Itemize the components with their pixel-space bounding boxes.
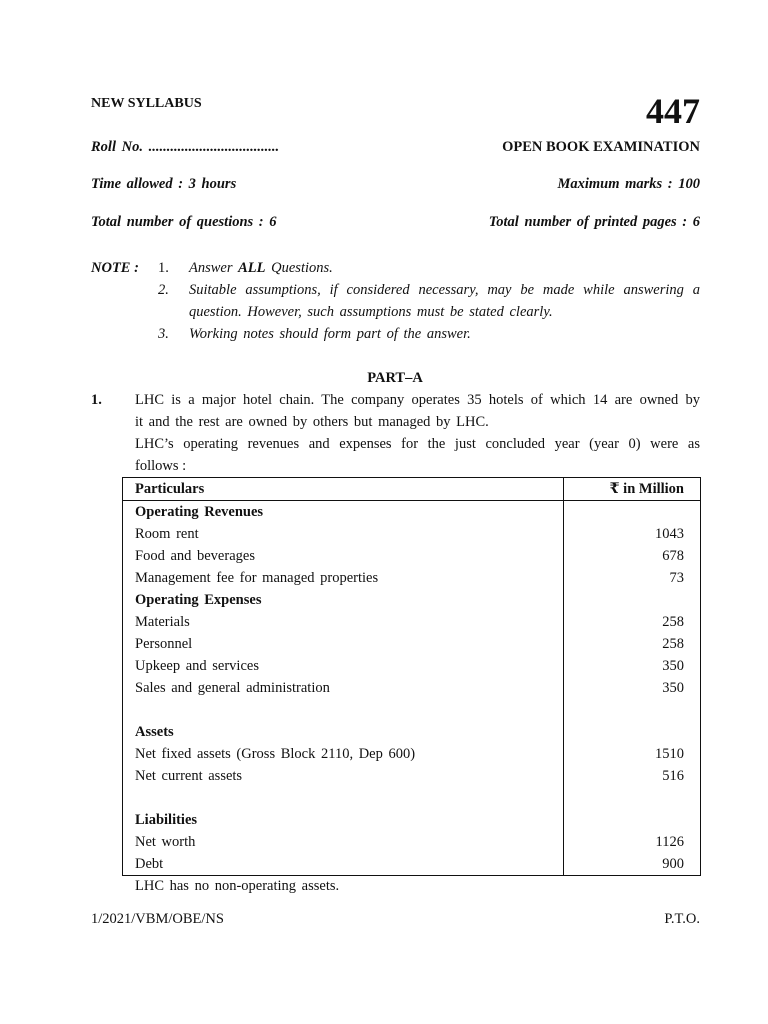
particulars-cell: Personnel: [123, 633, 564, 655]
question-text-line: LHC has no non-operating assets.: [135, 878, 340, 894]
footer-reference: 1/2021/VBM/OBE/NS: [91, 911, 224, 927]
table-row: [123, 765, 701, 787]
amount-cell: [564, 699, 701, 721]
table-row: [123, 677, 701, 699]
section-heading: Operating Expenses: [123, 589, 564, 611]
table-row-spacer: [123, 787, 701, 809]
note-item-number: 2.: [158, 282, 169, 298]
table-row: [123, 655, 701, 677]
particulars-cell: Management fee for managed properties: [123, 567, 564, 589]
section-heading: Assets: [123, 721, 564, 743]
particulars-cell: Upkeep and services: [123, 655, 564, 677]
particulars-cell: Sales and general administration: [123, 677, 564, 699]
section-heading: Operating Revenues: [123, 501, 564, 524]
amount-cell: 1043: [564, 523, 701, 545]
amount-cell: 258: [564, 633, 701, 655]
maximum-marks: Maximum marks : 100: [557, 176, 700, 192]
table-row: [123, 611, 701, 633]
question-text-line: LHC’s operating revenues and expenses for the just concluded year (year 0) were as: [135, 436, 700, 452]
table-header-row: [123, 478, 701, 501]
amount-cell: [564, 721, 701, 743]
note-label: NOTE :: [91, 260, 139, 276]
column-header-particulars: Particulars: [123, 478, 564, 501]
table-row: [123, 523, 701, 545]
amount-cell: 516: [564, 765, 701, 787]
table-row: [123, 721, 701, 743]
note-item-1: Answer ALL Questions.: [189, 260, 333, 276]
particulars-cell: Net fixed assets (Gross Block 2110, Dep 600): [123, 743, 564, 765]
section-heading: Liabilities: [123, 809, 564, 831]
time-allowed: Time allowed : 3 hours: [91, 176, 237, 192]
total-questions: Total number of questions : 6: [91, 214, 277, 230]
particulars-cell: Materials: [123, 611, 564, 633]
note-item-number: 3.: [158, 326, 169, 342]
exam-type: OPEN BOOK EXAMINATION: [502, 139, 700, 155]
table-row: [123, 809, 701, 831]
table-row: [123, 545, 701, 567]
note-item-number: 1.: [158, 260, 169, 276]
table-row: [123, 743, 701, 765]
table-row: [123, 501, 701, 524]
table-row: [123, 567, 701, 589]
column-header-amount: ₹ in Million: [564, 478, 701, 501]
amount-cell: [564, 787, 701, 809]
amount-cell: 1510: [564, 743, 701, 765]
amount-cell: 350: [564, 677, 701, 699]
amount-cell: 678: [564, 545, 701, 567]
particulars-cell: [123, 699, 564, 721]
part-title: PART–A: [367, 370, 423, 386]
total-pages: Total number of printed pages : 6: [488, 214, 700, 230]
paper-code: 447: [646, 91, 700, 131]
question-text-line: LHC is a major hotel chain. The company operates 35 hotels of which 14 are owned by: [135, 392, 700, 408]
particulars-cell: Net worth: [123, 831, 564, 853]
amount-cell: 258: [564, 611, 701, 633]
table-row: [123, 831, 701, 853]
question-text-line: follows :: [135, 458, 187, 474]
note-item-2-line2: question. However, such assumptions must be stated clearly.: [189, 304, 553, 320]
page-turn-over: P.T.O.: [664, 911, 700, 927]
note-item-3: Working notes should form part of the answer.: [189, 326, 471, 342]
roll-number-field: Roll No. ....................................: [91, 139, 280, 155]
table-row: [123, 633, 701, 655]
amount-cell: [564, 589, 701, 611]
amount-cell: [564, 809, 701, 831]
question-text-line: it and the rest are owned by others but managed by LHC.: [135, 414, 489, 430]
table-row-spacer: [123, 699, 701, 721]
amount-cell: 900: [564, 853, 701, 876]
financials-table: [122, 477, 701, 876]
particulars-cell: Room rent: [123, 523, 564, 545]
syllabus-label: NEW SYLLABUS: [91, 96, 202, 111]
particulars-cell: Net current assets: [123, 765, 564, 787]
question-number: 1.: [91, 392, 102, 408]
particulars-cell: [123, 787, 564, 809]
table-row: [123, 853, 701, 876]
amount-cell: 350: [564, 655, 701, 677]
particulars-cell: Food and beverages: [123, 545, 564, 567]
amount-cell: 73: [564, 567, 701, 589]
amount-cell: 1126: [564, 831, 701, 853]
particulars-cell: Debt: [123, 853, 564, 876]
amount-cell: [564, 501, 701, 524]
table-row: [123, 589, 701, 611]
note-item-2-line1: Suitable assumptions, if considered necessary, may be made while answering a: [189, 282, 700, 298]
